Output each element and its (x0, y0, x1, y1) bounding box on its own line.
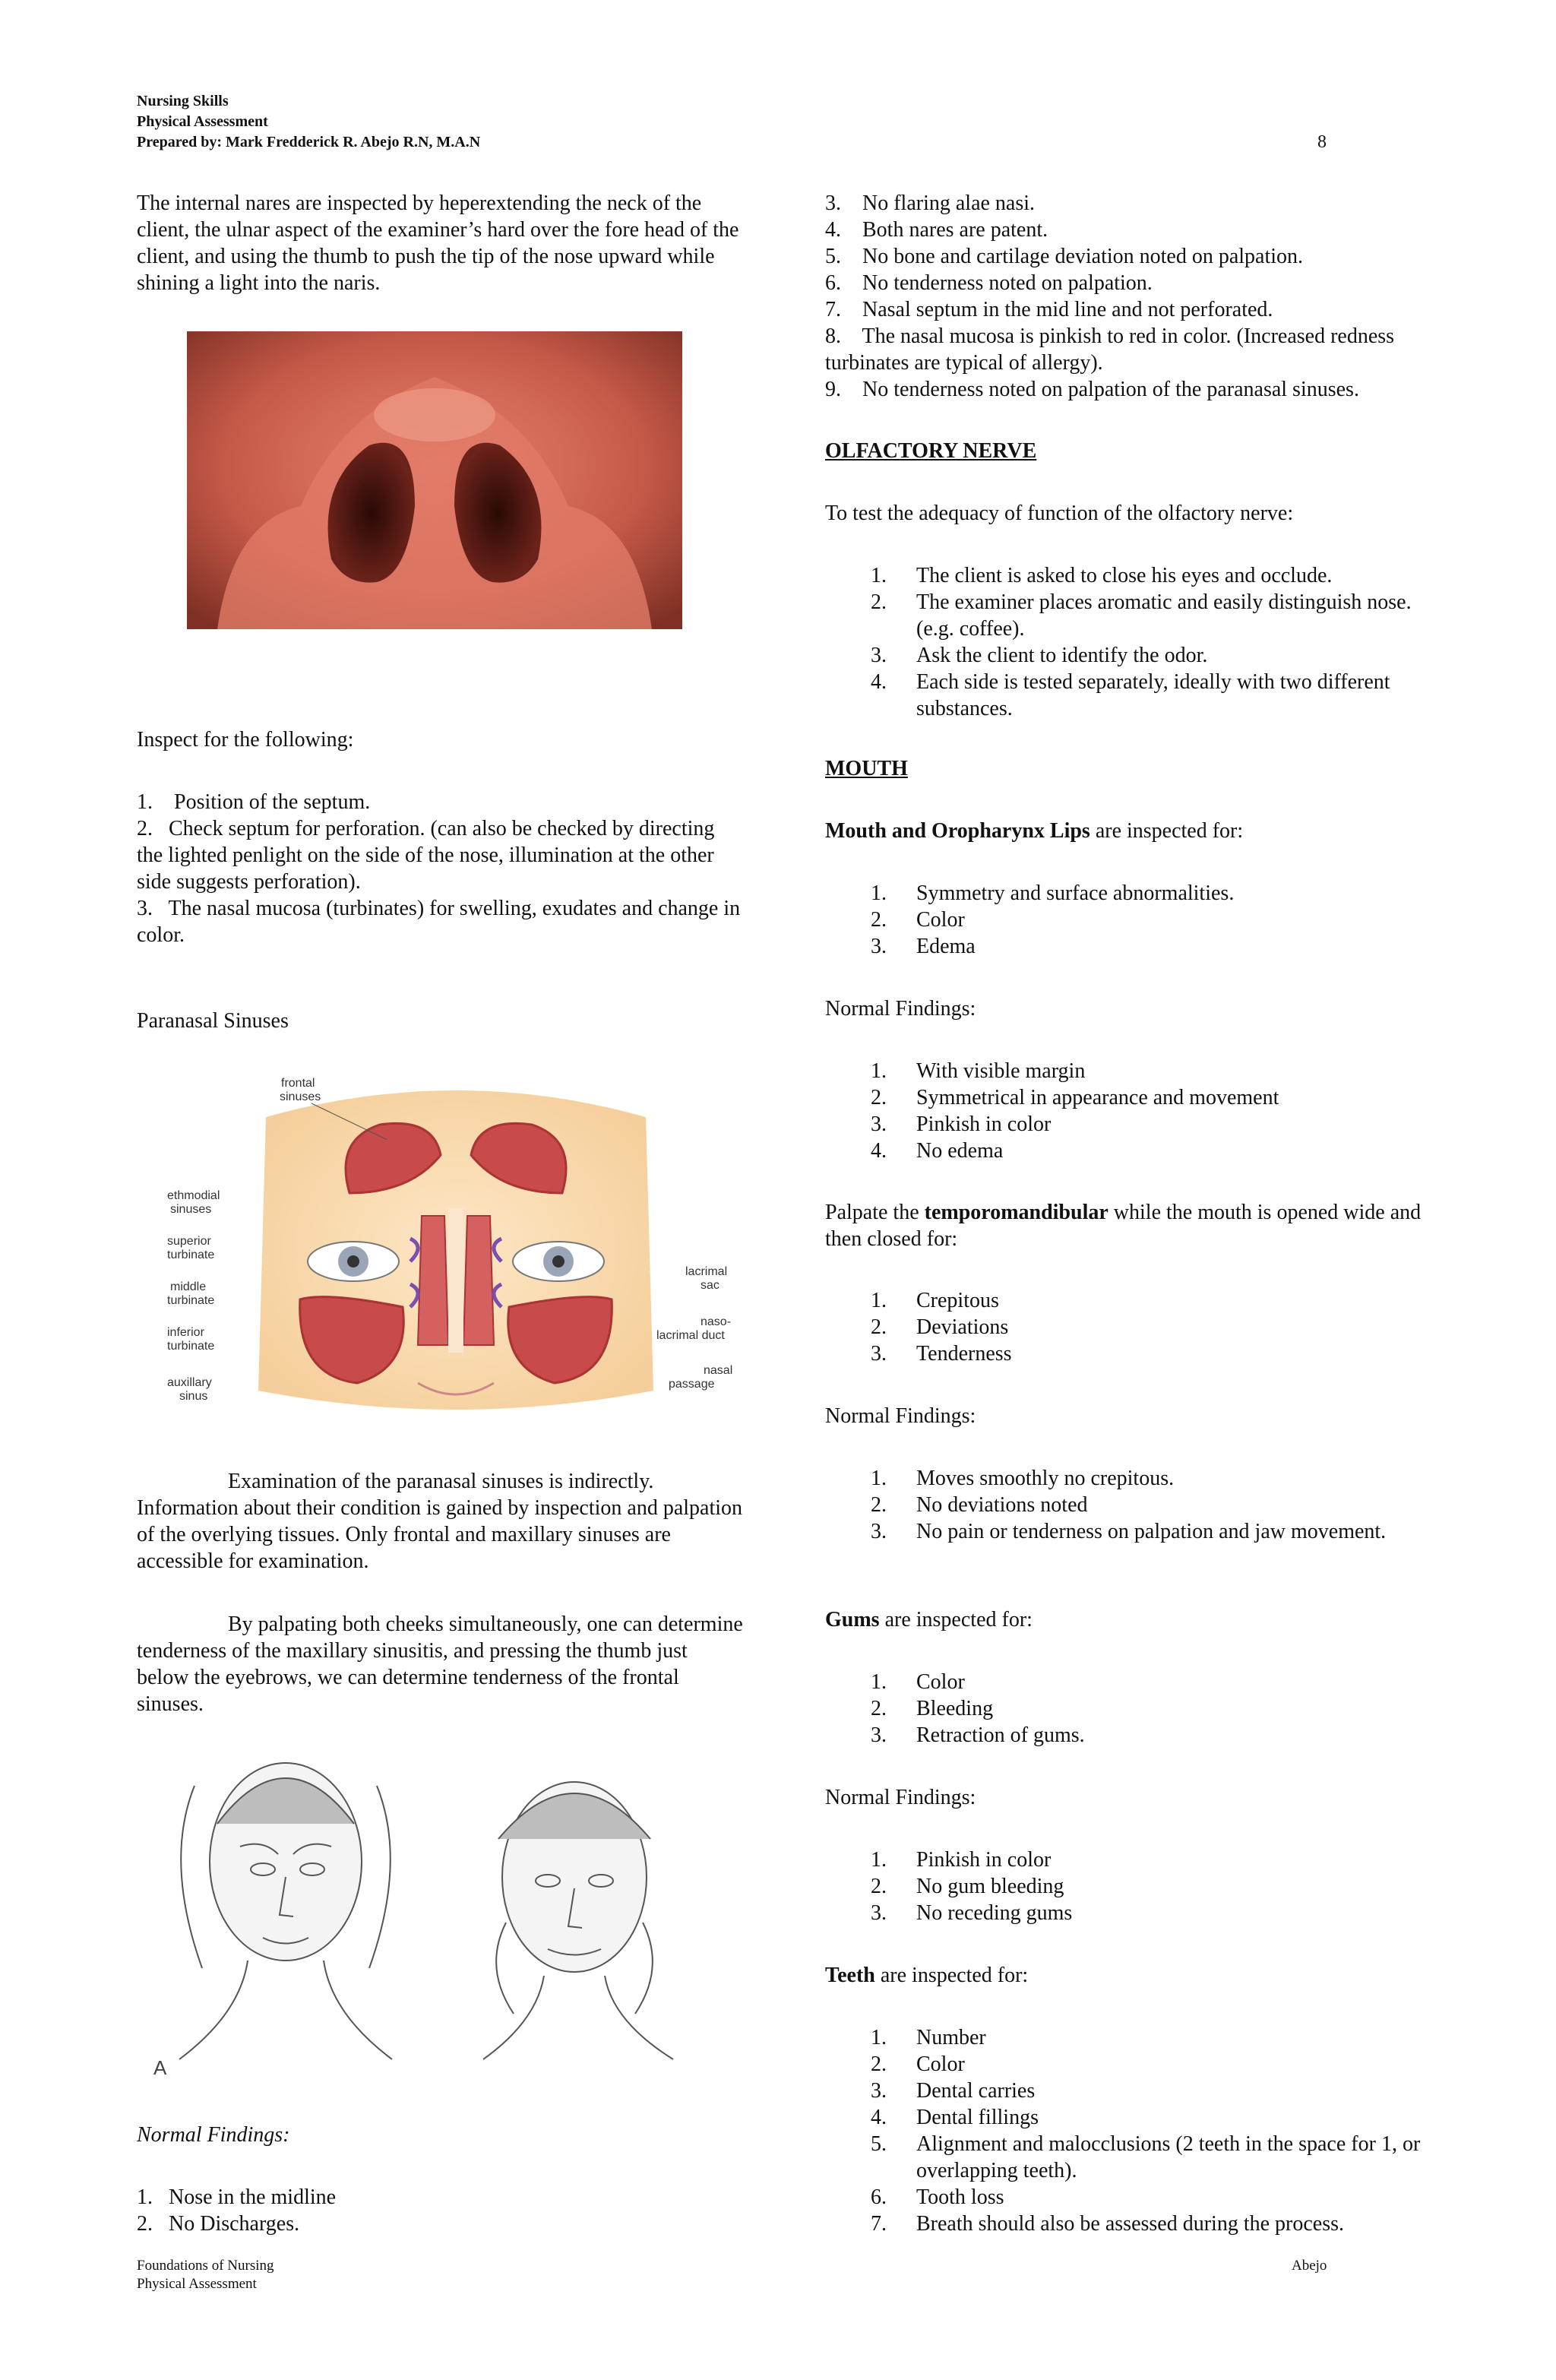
list-item (137, 895, 745, 948)
item-number: 6. (871, 2185, 887, 2209)
item-text: Both nares are patent. (862, 218, 1048, 242)
item-text: Pinkish in color (916, 1848, 1052, 1872)
list-item (825, 1111, 1433, 1138)
item-number: 3. (871, 644, 887, 667)
tmj-list (825, 1287, 1433, 1367)
item-number: 4. (871, 2106, 887, 2129)
list-item (825, 1518, 1433, 1545)
list-item (825, 562, 1433, 589)
lips-heading-bold: Mouth and Oropharynx Lips (825, 819, 1090, 843)
item-number: 9. (825, 378, 841, 401)
item-number: 2. (871, 1875, 887, 1898)
list-item (825, 2211, 1433, 2237)
list-item (825, 376, 1433, 403)
list-item (137, 2184, 745, 2211)
item-text: Moves smoothly no crepitous. (916, 1467, 1175, 1490)
item-text: The examiner places aromatic and easily distinguish nose. (e.g. coffee). (916, 590, 1412, 641)
item-number: 1. (871, 1848, 887, 1872)
nose-findings-list (825, 190, 1433, 403)
gums-heading-rest: are inspected for: (879, 1608, 1033, 1632)
item-number: 2. (871, 908, 887, 932)
list-item (137, 789, 745, 815)
list-item (825, 1873, 1433, 1900)
teeth-heading-rest: are inspected for: (874, 1964, 1029, 1987)
label-auxillary: auxillary (167, 1376, 212, 1389)
label-inferior-2: turbinate (167, 1340, 215, 1353)
item-text: No Discharges. (169, 2212, 300, 2236)
item-number: 5. (825, 245, 841, 268)
label-middle: middle (170, 1280, 207, 1293)
item-text: No edema (916, 1139, 1004, 1163)
list-item (825, 323, 1433, 376)
label-inferior: inferior (167, 1326, 204, 1339)
teeth-heading (825, 1962, 1433, 1989)
list-item (825, 1847, 1433, 1873)
item-number: 1. (871, 1059, 887, 1083)
tmj-paragraph (825, 1199, 1433, 1252)
lips-normal-list (825, 1058, 1433, 1164)
item-text: Position of the septum. (174, 790, 371, 814)
lips-list (825, 880, 1433, 960)
item-number: 5. (871, 2132, 887, 2156)
item-text: Nasal septum in the mid line and not perforated. (862, 298, 1273, 321)
item-number: 3. (871, 2079, 887, 2103)
label-ethmoidal-2: sinuses (170, 1203, 212, 1216)
page-number: 8 (1317, 132, 1327, 152)
item-text: The nasal mucosa is pinkish to red in color. (Increased redness turbinates are typical of allergy). (825, 324, 1395, 375)
item-text: Tenderness (916, 1342, 1012, 1366)
sinus-heading: Paranasal Sinuses (137, 1009, 289, 1033)
item-text: No bone and cartilage deviation noted on palpation. (862, 245, 1304, 268)
item-number: 3. (871, 1723, 887, 1747)
label-superior: superior (167, 1235, 211, 1248)
label-nasal-2: passage (669, 1378, 715, 1391)
nares-intro-paragraph: The internal nares are inspected by heperextending the neck of the client, the ulnar aspect of the examiner’s hard over the fore head of the client, and using the thumb to push the tip of the nose upward while shining a light into the naris. (137, 191, 739, 295)
tmj-normal-list (825, 1465, 1433, 1545)
olfactory-heading: OLFACTORY NERVE (825, 439, 1037, 463)
item-text: No tenderness noted on palpation. (862, 271, 1153, 295)
list-item (825, 1084, 1433, 1111)
mouth-heading: MOUTH (825, 757, 908, 780)
item-number: 4. (871, 670, 887, 694)
label-nasal: nasal (704, 1364, 733, 1377)
item-text: No deviations noted (916, 1493, 1088, 1517)
page-header (137, 91, 480, 153)
item-text: Crepitous (916, 1289, 999, 1312)
list-item (825, 1492, 1433, 1518)
list-item (825, 2104, 1433, 2131)
inspect-list (137, 789, 745, 948)
nose-normal-list (137, 2184, 745, 2237)
lips-heading (825, 818, 1433, 844)
item-text: No pain or tenderness on palpation and jaw movement. (916, 1520, 1387, 1543)
item-number: 3. (871, 1520, 887, 1543)
list-item (825, 1722, 1433, 1749)
item-number: 2. (871, 1086, 887, 1109)
list-item (825, 933, 1433, 960)
sinus-palpation-paragraph: By palpating both cheeks simultaneously, one can determine tenderness of the maxillary sinusitis, and pressing the thumb just below the eyebrows, we can determine tenderness of the frontal sinuses. (137, 1613, 743, 1716)
item-text: Edema (916, 935, 976, 958)
paranasal-sinus-diagram (160, 1071, 752, 1429)
nostril-photo (187, 331, 682, 629)
list-item (825, 1314, 1433, 1340)
item-number: 1. (137, 2185, 153, 2209)
item-number: 7. (825, 298, 841, 321)
label-frontal: frontal (281, 1077, 315, 1090)
item-number: 3. (825, 191, 841, 215)
item-number: 2. (137, 817, 153, 840)
lips-heading-rest: are inspected for: (1090, 819, 1244, 843)
item-number: 1. (137, 790, 153, 814)
item-number: 8. (825, 324, 841, 348)
label-lacrimal: lacrimal (685, 1265, 728, 1278)
list-item (825, 1900, 1433, 1926)
label-frontal-2: sinuses (280, 1090, 321, 1103)
label-ethmoidal: ethmodial (167, 1189, 220, 1202)
list-item (825, 1465, 1433, 1492)
item-number: 3. (871, 1112, 887, 1136)
item-number: 1. (871, 1467, 887, 1490)
list-item (825, 589, 1433, 642)
item-number: 3. (871, 935, 887, 958)
item-text: No receding gums (916, 1901, 1073, 1925)
item-number: 1. (871, 2026, 887, 2049)
item-text: Ask the client to identify the odor. (916, 644, 1208, 667)
inspect-heading: Inspect for the following: (137, 728, 354, 752)
item-text: Dental fillings (916, 2106, 1039, 2129)
list-item (825, 190, 1433, 217)
list-item (825, 907, 1433, 933)
label-auxillary-2: sinus (179, 1390, 208, 1403)
gums-heading (825, 1606, 1433, 1633)
gums-heading-bold: Gums (825, 1608, 880, 1632)
item-text: Dental carries (916, 2079, 1036, 2103)
list-item (825, 1669, 1433, 1695)
item-text: Alignment and malocclusions (2 teeth in the space for 1, or overlapping teeth). (916, 2132, 1421, 2182)
item-text: Check septum for perforation. (can also be checked by directing the lighted penlight on the side of the nose, illumination at the other side suggests perforation). (137, 817, 715, 894)
footer-subject: Physical Assessment (137, 2276, 257, 2292)
header-course: Nursing Skills (137, 93, 229, 109)
list-item (825, 1340, 1433, 1367)
item-text: Symmetrical in appearance and movement (916, 1086, 1279, 1109)
item-text: The nasal mucosa (turbinates) for swelling, exudates and change in color. (137, 897, 741, 947)
label-naso-2: lacrimal duct (656, 1329, 725, 1342)
sinus-palpation-drawing (149, 1740, 729, 2082)
item-text: Color (916, 2052, 965, 2076)
item-text: Breath should also be assessed during the process. (916, 2212, 1344, 2236)
gums-normal-list (825, 1847, 1433, 1926)
list-item (825, 2024, 1433, 2051)
tmj-bold: temporomandibular (924, 1201, 1108, 1224)
label-lacrimal-2: sac (701, 1279, 719, 1292)
teeth-list (825, 2024, 1433, 2237)
item-number: 2. (871, 2052, 887, 2076)
item-text: No flaring alae nasi. (862, 191, 1036, 215)
list-item (825, 1695, 1433, 1722)
item-text: Nose in the midline (169, 2185, 337, 2209)
list-item (825, 642, 1433, 669)
gums-list (825, 1669, 1433, 1749)
item-text: Retraction of gums. (916, 1723, 1085, 1747)
item-number: 6. (825, 271, 841, 295)
item-number: 4. (871, 1139, 887, 1163)
list-item (137, 815, 745, 895)
item-number: 7. (871, 2212, 887, 2236)
figure-label-a: A (153, 2056, 167, 2079)
olfactory-intro: To test the adequacy of function of the olfactory nerve: (825, 502, 1294, 525)
item-number: 2. (137, 2212, 153, 2236)
item-text: No tenderness noted on palpation of the paranasal sinuses. (862, 378, 1359, 401)
list-item (825, 1138, 1433, 1164)
teeth-heading-bold: Teeth (825, 1964, 875, 1987)
footer-course: Foundations of Nursing (137, 2258, 274, 2274)
list-item (825, 1058, 1433, 1084)
list-item (825, 2184, 1433, 2211)
item-text: With visible margin (916, 1059, 1086, 1083)
tmj-post: while the mouth is opened wide and then closed for: (825, 1201, 1422, 1251)
list-item (825, 2131, 1433, 2184)
list-item (825, 1287, 1433, 1314)
lips-normal-heading: Normal Findings: (825, 997, 976, 1021)
list-item (825, 880, 1433, 907)
item-number: 1. (871, 881, 887, 905)
label-superior-2: turbinate (167, 1249, 215, 1261)
label-naso: naso- (701, 1315, 732, 1328)
item-text: Pinkish in color (916, 1112, 1052, 1136)
gums-normal-heading: Normal Findings: (825, 1786, 976, 1809)
item-number: 2. (871, 1493, 887, 1517)
item-text: No gum bleeding (916, 1875, 1064, 1898)
list-item (825, 243, 1433, 270)
footer-author: Abejo (1292, 2258, 1327, 2274)
tmj-normal-heading: Normal Findings: (825, 1404, 976, 1428)
sinus-exam-paragraph: Examination of the paranasal sinuses is indirectly. Information about their condition is gained by inspection and palpation of the overlying tissues. Only frontal and maxillary sinuses are accessible for examination. (137, 1470, 743, 1573)
item-text: Deviations (916, 1315, 1009, 1339)
nose-normal-heading: Normal Findings: (137, 2123, 290, 2147)
item-text: Number (916, 2026, 986, 2049)
list-item (825, 217, 1433, 243)
item-number: 4. (825, 218, 841, 242)
list-item (825, 296, 1433, 323)
list-item (825, 270, 1433, 296)
item-text: The client is asked to close his eyes and occlude. (916, 564, 1333, 587)
item-number: 1. (871, 1670, 887, 1694)
list-item (825, 669, 1433, 722)
item-text: Bleeding (916, 1697, 994, 1720)
item-number: 2. (871, 1315, 887, 1339)
list-item (825, 2078, 1433, 2104)
item-number: 1. (871, 564, 887, 587)
list-item (137, 2211, 745, 2237)
item-text: Symmetry and surface abnormalities. (916, 881, 1235, 905)
header-author: Prepared by: Mark Fredderick R. Abejo R.N, M.A.N (137, 134, 481, 150)
item-text: Each side is tested separately, ideally with two different substances. (916, 670, 1390, 720)
item-number: 1. (871, 1289, 887, 1312)
item-number: 3. (871, 1901, 887, 1925)
label-middle-2: turbinate (167, 1294, 215, 1307)
page-footer-left (137, 2257, 274, 2293)
item-text: Tooth loss (916, 2185, 1004, 2209)
item-number: 3. (137, 897, 153, 920)
header-subject: Physical Assessment (137, 113, 268, 130)
item-number: 2. (871, 1697, 887, 1720)
item-text: Color (916, 908, 965, 932)
list-item (825, 2051, 1433, 2078)
item-number: 3. (871, 1342, 887, 1366)
tmj-pre: Palpate the (825, 1201, 925, 1224)
olfactory-list (825, 562, 1433, 722)
item-number: 2. (871, 590, 887, 614)
item-text: Color (916, 1670, 965, 1694)
